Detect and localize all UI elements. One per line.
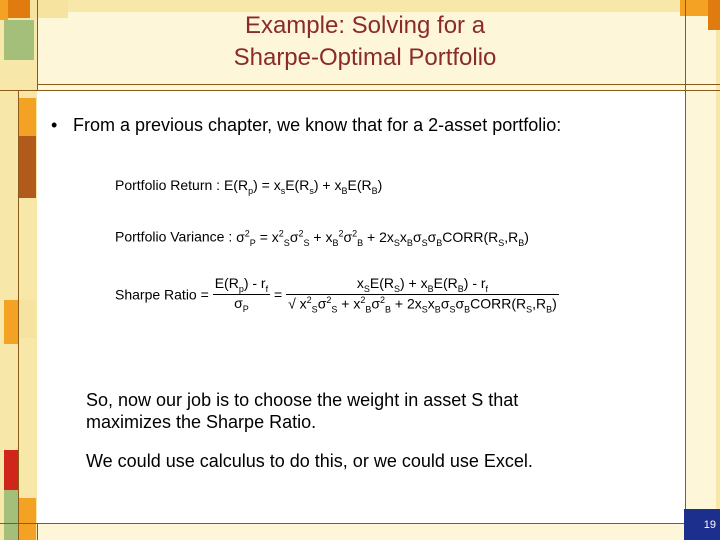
paragraph-line: We could use calculus to do this, or we could use Excel. — [86, 451, 533, 471]
frame-line — [685, 0, 686, 540]
equation-body: $\sigma^2_P = x^2_S\sigma^2_S + x_B^2\sigma^2_B$ + $2x_Sx_B\sigma_S\sigma_BCORR(R_S,R_B)$ — [236, 228, 529, 248]
decor-tile — [4, 490, 18, 540]
slide-title — [100, 10, 630, 74]
decor-tile — [18, 498, 36, 540]
sharpe-fraction-2: $\frac{x_SE(R_S) + x_BE(R_B) - r_f}{√ x^2_S\sigma^2_S + x^2_B\sigma^2_B + 2x_Sx_B\sigma_S\sigma_BCORR(R_S,R_B)}$ — [288, 275, 557, 315]
equation-label: Sharpe Ratio = — [115, 286, 209, 303]
sharpe-fraction-1: $\frac{E(R_p) - r_f}{\sigma_P}$ — [214, 275, 269, 314]
bullet-item — [51, 115, 561, 136]
frame-line — [18, 90, 19, 540]
paragraph-objective — [86, 389, 518, 433]
equation-label: Portfolio Return : — [115, 177, 221, 193]
decor-tile — [8, 0, 30, 18]
decor-tile — [4, 20, 34, 60]
right-decor-band — [716, 0, 720, 540]
equation-portfolio-variance — [115, 228, 529, 247]
bullet-symbol: • — [51, 115, 58, 135]
decor-tile — [4, 450, 18, 490]
decor-tile — [0, 0, 8, 20]
paragraph-method — [86, 450, 533, 472]
decor-tile — [4, 300, 18, 344]
frame-line — [0, 523, 720, 524]
paragraph-line: maximizes the Sharpe Ratio. — [86, 412, 317, 432]
equation-body: $E(R_p) = x_sE(R_s) + x_BE(R_B)$ — [223, 177, 383, 196]
slide-title-line-2: Sharpe-Optimal Portfolio — [233, 44, 497, 71]
equation-portfolio-return — [115, 177, 382, 196]
equals-sign: = — [274, 286, 287, 303]
bullet-text: From a previous chapter, we know that for a 2-asset portfolio: — [73, 115, 562, 135]
slide-content — [37, 91, 685, 523]
frame-line — [37, 84, 720, 85]
decor-tile — [708, 0, 720, 30]
decor-tile — [18, 136, 36, 198]
page-number-badge: 19 — [684, 509, 720, 540]
equation-sharpe-ratio — [115, 275, 559, 314]
decor-tile — [30, 0, 68, 18]
paragraph-line: So, now our job is to choose the weight in asset S that — [86, 390, 519, 410]
decor-tile — [18, 300, 36, 338]
equation-label: Portfolio Variance : — [115, 228, 233, 245]
decor-tile — [18, 98, 36, 136]
slide-title-line-1: Example: Solving for a — [244, 12, 486, 39]
